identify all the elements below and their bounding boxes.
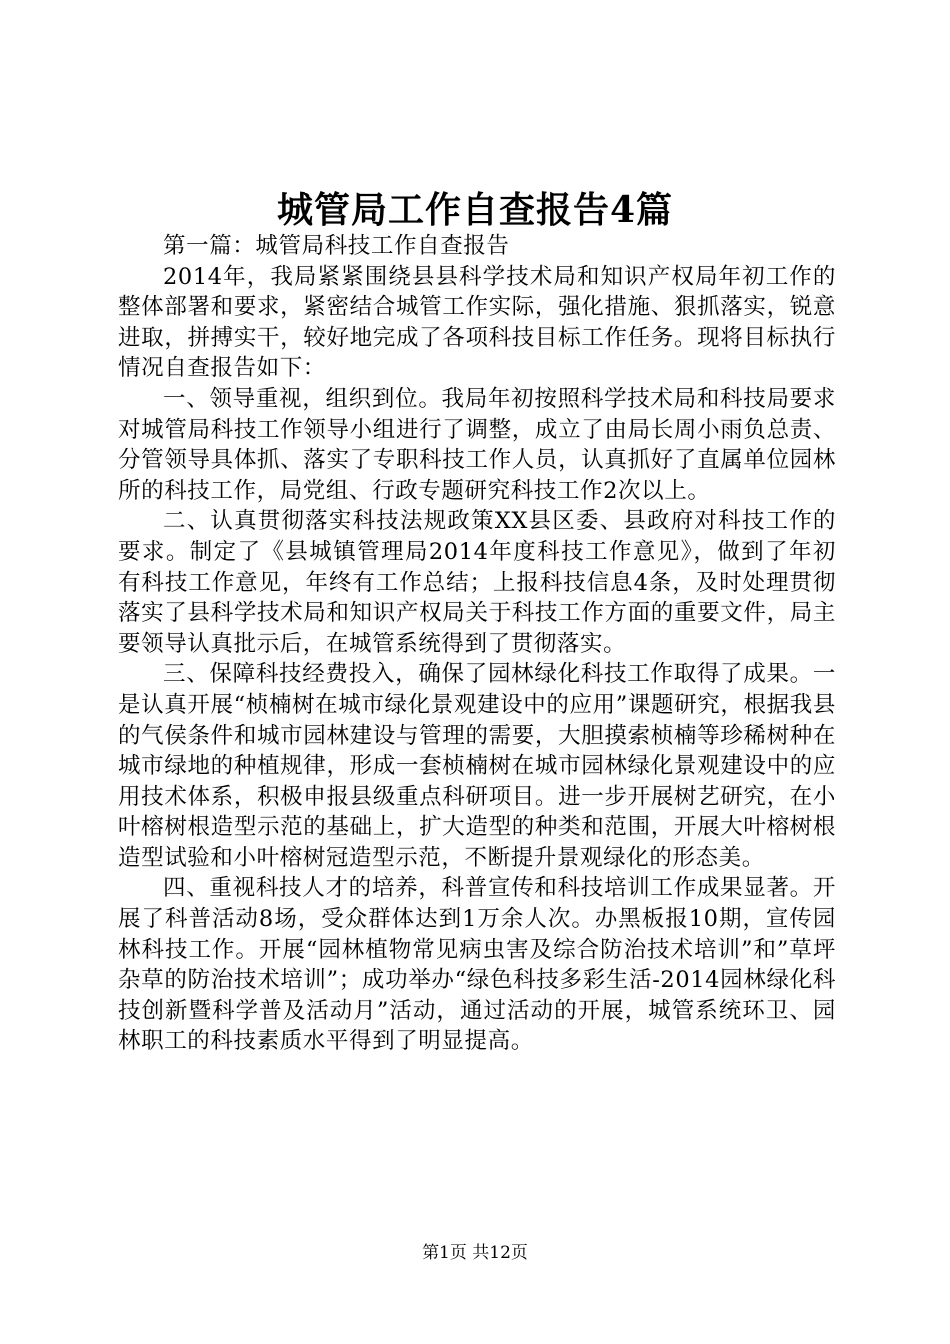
body-paragraph: 2014年，我局紧紧围绕县县科学技术局和知识产权局年初工作的整体部署和要求，紧密结合城管工作实际，强化措施、狠抓落实，锐意进取，拼搏实干，较好地完成了各项科技目标工作任务。现将目标执行情况自查报告如下： — [118, 263, 836, 382]
section-heading: 第一篇：城管局科技工作自查报告 — [163, 233, 510, 259]
document-body — [118, 231, 836, 1057]
body-paragraph: 一、领导重视，组织到位。我局年初按照科学技术局和科技局要求对城管局科技工作领导小组进行了调整，成立了由局长周小雨负总责、分管领导具体抓、落实了专职科技工作人员，认真抓好了直属单位园林所的科技工作，局党组、行政专题研究科技工作2次以上。 — [118, 385, 836, 504]
body-paragraph: 二、认真贯彻落实科技法规政策XX县区委、县政府对科技工作的要求。制定了《县城镇管理局2014年度科技工作意见》，做到了年初有科技工作意见，年终有工作总结；上报科技信息4条，及时处理贯彻落实了县科学技术局和知识产权局关于科技工作方面的重要文件，局主要领导认真批示后，在城管系统得到了贯彻落实。 — [118, 508, 836, 657]
document-title: 城管局工作自查报告4篇 — [276, 189, 674, 231]
page-number-footer: 第1页 共12页 — [422, 1243, 528, 1263]
body-paragraph: 四、重视科技人才的培养，科普宣传和科技培训工作成果显著。开展了科普活动8场，受众群体达到1万余人次。办黑板报10期，宣传园林科技工作。开展“园林植物常见病虫害及综合防治技术培训”和”草坪杂草的防治技术培训”；成功举办“绿色科技多彩生活-2014园林绿化科技创新暨科学普及活动月”活动，通过活动的开展，城管系统环卫、园林职工的科技素质水平得到了明显提高。 — [118, 875, 836, 1055]
body-paragraph: 三、保障科技经费投入，确保了园林绿化科技工作取得了成果。一是认真开展“桢楠树在城市绿化景观建设中的应用”课题研究，根据我县的气侯条件和城市园林建设与管理的需要，大胆摸索桢楠等珍稀树种在城市绿地的种植规律，形成一套桢楠树在城市园林绿化景观建设中的应用技术体系，积极申报县级重点科研项目。进一步开展树艺研究，在小叶榕树根造型示范的基础上，扩大造型的种类和范围，开展大叶榕树根造型试验和小叶榕树冠造型示范，不断提升景观绿化的形态美。 — [118, 661, 836, 871]
